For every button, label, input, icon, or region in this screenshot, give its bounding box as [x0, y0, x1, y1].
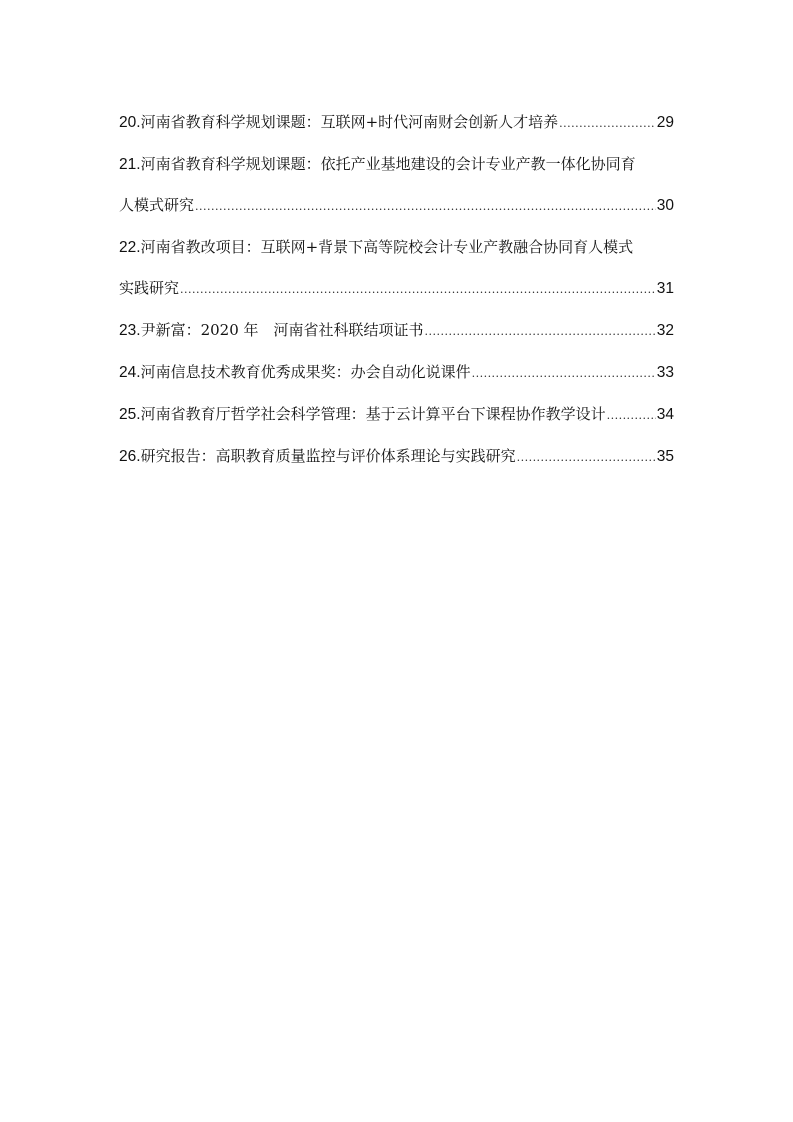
toc-entry-25[interactable] [119, 394, 674, 436]
dot-leader [425, 310, 656, 352]
toc-page-number: 33 [656, 364, 674, 381]
toc-line [119, 436, 674, 478]
toc-page-number: 35 [656, 448, 674, 465]
toc-entry-title-continued: 人模式研究 [119, 196, 195, 214]
toc-entry-24[interactable] [119, 352, 674, 394]
toc-line [119, 227, 674, 268]
dot-leader [472, 352, 656, 394]
toc-entry-number: 23. [119, 322, 141, 339]
toc-entry-number: 26. [119, 448, 141, 465]
toc-line [119, 102, 674, 144]
toc-entry-21[interactable] [119, 144, 674, 227]
dot-leader [195, 185, 656, 227]
toc-page-number: 29 [656, 114, 674, 131]
table-of-contents [119, 102, 674, 478]
toc-entry-20[interactable] [119, 102, 674, 144]
toc-entry-number: 24. [119, 364, 141, 381]
toc-entry-title-continued: 实践研究 [119, 279, 180, 297]
toc-line [119, 268, 674, 310]
dot-leader [607, 394, 656, 436]
toc-entry-23[interactable] [119, 310, 674, 352]
dot-leader [559, 102, 656, 144]
toc-entry-title: 河南省教育厅哲学社会科学管理：基于云计算平台下课程协作教学设计 [140, 405, 606, 423]
toc-page-number: 31 [656, 280, 674, 297]
toc-entry-title: 研究报告：高职教育质量监控与评价体系理论与实践研究 [140, 447, 516, 465]
toc-entry-title: 河南省教改项目：互联网+背景下高等院校会计专业产教融合协同育人模式 [140, 238, 634, 256]
toc-line [119, 185, 674, 227]
dot-leader [180, 268, 656, 310]
dot-leader [517, 436, 656, 478]
toc-entry-title: 河南信息技术教育优秀成果奖：办会自动化说课件 [140, 363, 471, 381]
toc-entry-number: 22. [119, 239, 141, 256]
toc-entry-number: 21. [119, 156, 141, 173]
toc-page-number: 34 [656, 406, 674, 423]
toc-page-number: 32 [656, 322, 674, 339]
toc-line [119, 310, 674, 352]
toc-entry-title: 河南省教育科学规划课题：依托产业基地建设的会计专业产教一体化协同育 [140, 155, 636, 173]
toc-page-number: 30 [656, 197, 674, 214]
toc-line [119, 394, 674, 436]
toc-entry-title: 河南省教育科学规划课题：互联网+时代河南财会创新人才培养 [140, 113, 559, 131]
toc-line [119, 144, 674, 185]
toc-entry-22[interactable] [119, 227, 674, 310]
toc-line [119, 352, 674, 394]
toc-entry-title: 尹新富：2020 年 河南省社科联结项证书 [140, 321, 424, 339]
toc-entry-26[interactable] [119, 436, 674, 478]
toc-entry-number: 25. [119, 406, 141, 423]
toc-entry-number: 20. [119, 114, 141, 131]
